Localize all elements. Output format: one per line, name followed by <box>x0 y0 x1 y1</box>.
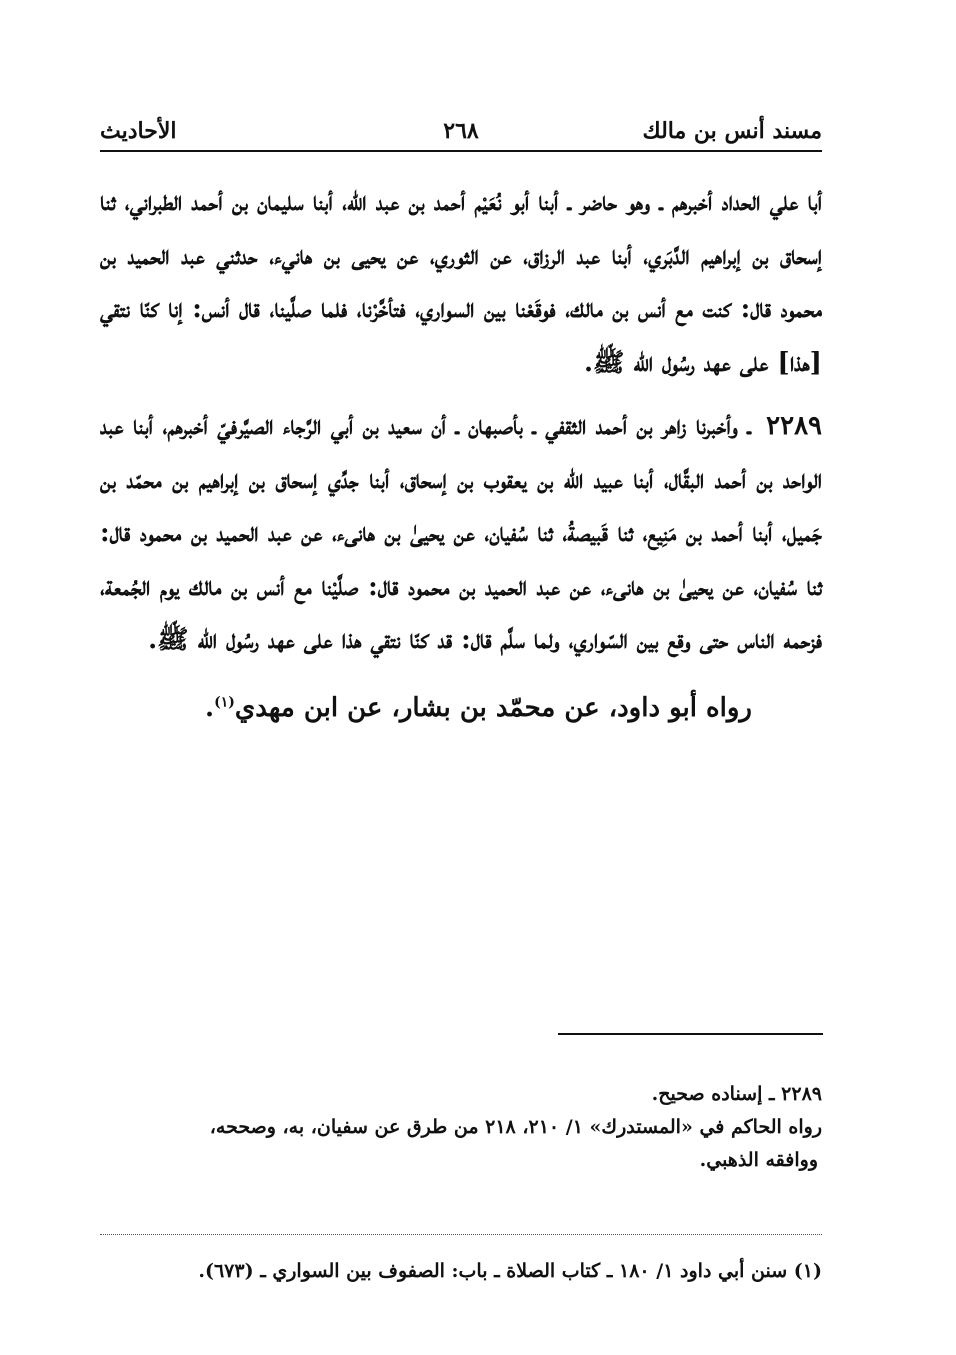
footnote-separator <box>558 1033 823 1035</box>
hadith-number: ٢٢٨٩ <box>766 411 822 441</box>
footnote-line: رواه الحاكم في «المستدرك» ١/ ٢١٠، ٢١٨ من طرق عن سفيان، به، وصححه، <box>209 1116 822 1138</box>
paragraph-hadith <box>100 400 822 668</box>
footnote-line: ووافقه الذهبي. <box>699 1149 818 1171</box>
page-number: ٢٦٨ <box>443 118 479 144</box>
footnotes <box>100 1078 822 1177</box>
endnote: (١) سنن أبي داود ١/ ١٨٠ ـ كتاب الصلاة ـ باب: الصفوف بين السواري ـ (٦٧٣). <box>198 1260 822 1282</box>
page-header <box>100 112 822 152</box>
header-rule <box>100 150 822 152</box>
paragraph-continued: أبا علي الحداد أخبرهم ـ وهو حاضر ـ أبنا أبو نُعَيْم أحمد بن عبد الله، أبنا سليمان بن أحمد الطبراني، ثنا إسحاق بن إبراهيم الدَّبَري، أبنا عبد الرزاق، عن الثوري، عن يحيى بن هانيء، حدثني عبد الحميد بن محمود قال: كنت مع أنس بن مالك، فوقَعْنا بين السواري، فتأخَّرْنا، فلما صلَّينا، قال أنس: إنا كنّا نتقي [هذا] على عهد رسُول الله ﷺ. <box>100 187 822 378</box>
header-book-title: مسند أنس بن مالك <box>642 118 822 144</box>
hadith-text: ـ وأخبرنا زاهر بن أحمد الثقفي ـ بأصبهان ـ أن سعيد بن أبي الرَّجاء الصيَّرفيّ أخبرهم، أبنا عبد الواحد بن أحمد البقَّال، أبنا عبيد الله بن يعقوب بن إسحاق، أبنا جدِّي إسحاق بن إبراهيم بن محمّد بن جَميل، أبنا أحمد بن مَنِيع، ثنا قَبيصةُ، ثنا سُفيان، عن يحيىٰ بن هانىء، عن عبد الحميد بن محمود قال: ثنا سُفيان، عن يحيىٰ بن هانىء، عن عبد الحميد بن محمود قال: صلَّيْنا مع أنس بن مالك يوم الجُمعة، فزحمه الناس حتى وقع بين السّواري، ولما سلَّم قال: قد كنّا نتقي هذا على عهد رسُول الله ﷺ. <box>100 411 822 655</box>
footnote-line: ٢٢٨٩ ـ إسناده صحيح. <box>651 1083 822 1105</box>
dotted-separator <box>100 1234 822 1235</box>
main-text <box>100 176 822 735</box>
header-section-title: الأحاديث <box>100 118 177 144</box>
footnote-reference[interactable]: (١) <box>214 693 235 710</box>
narration-line <box>100 682 822 736</box>
narration-text: رواه أبو داود، عن محمّد بن بشار، عن ابن مهدي <box>234 692 752 723</box>
narration-end: . <box>205 692 215 723</box>
